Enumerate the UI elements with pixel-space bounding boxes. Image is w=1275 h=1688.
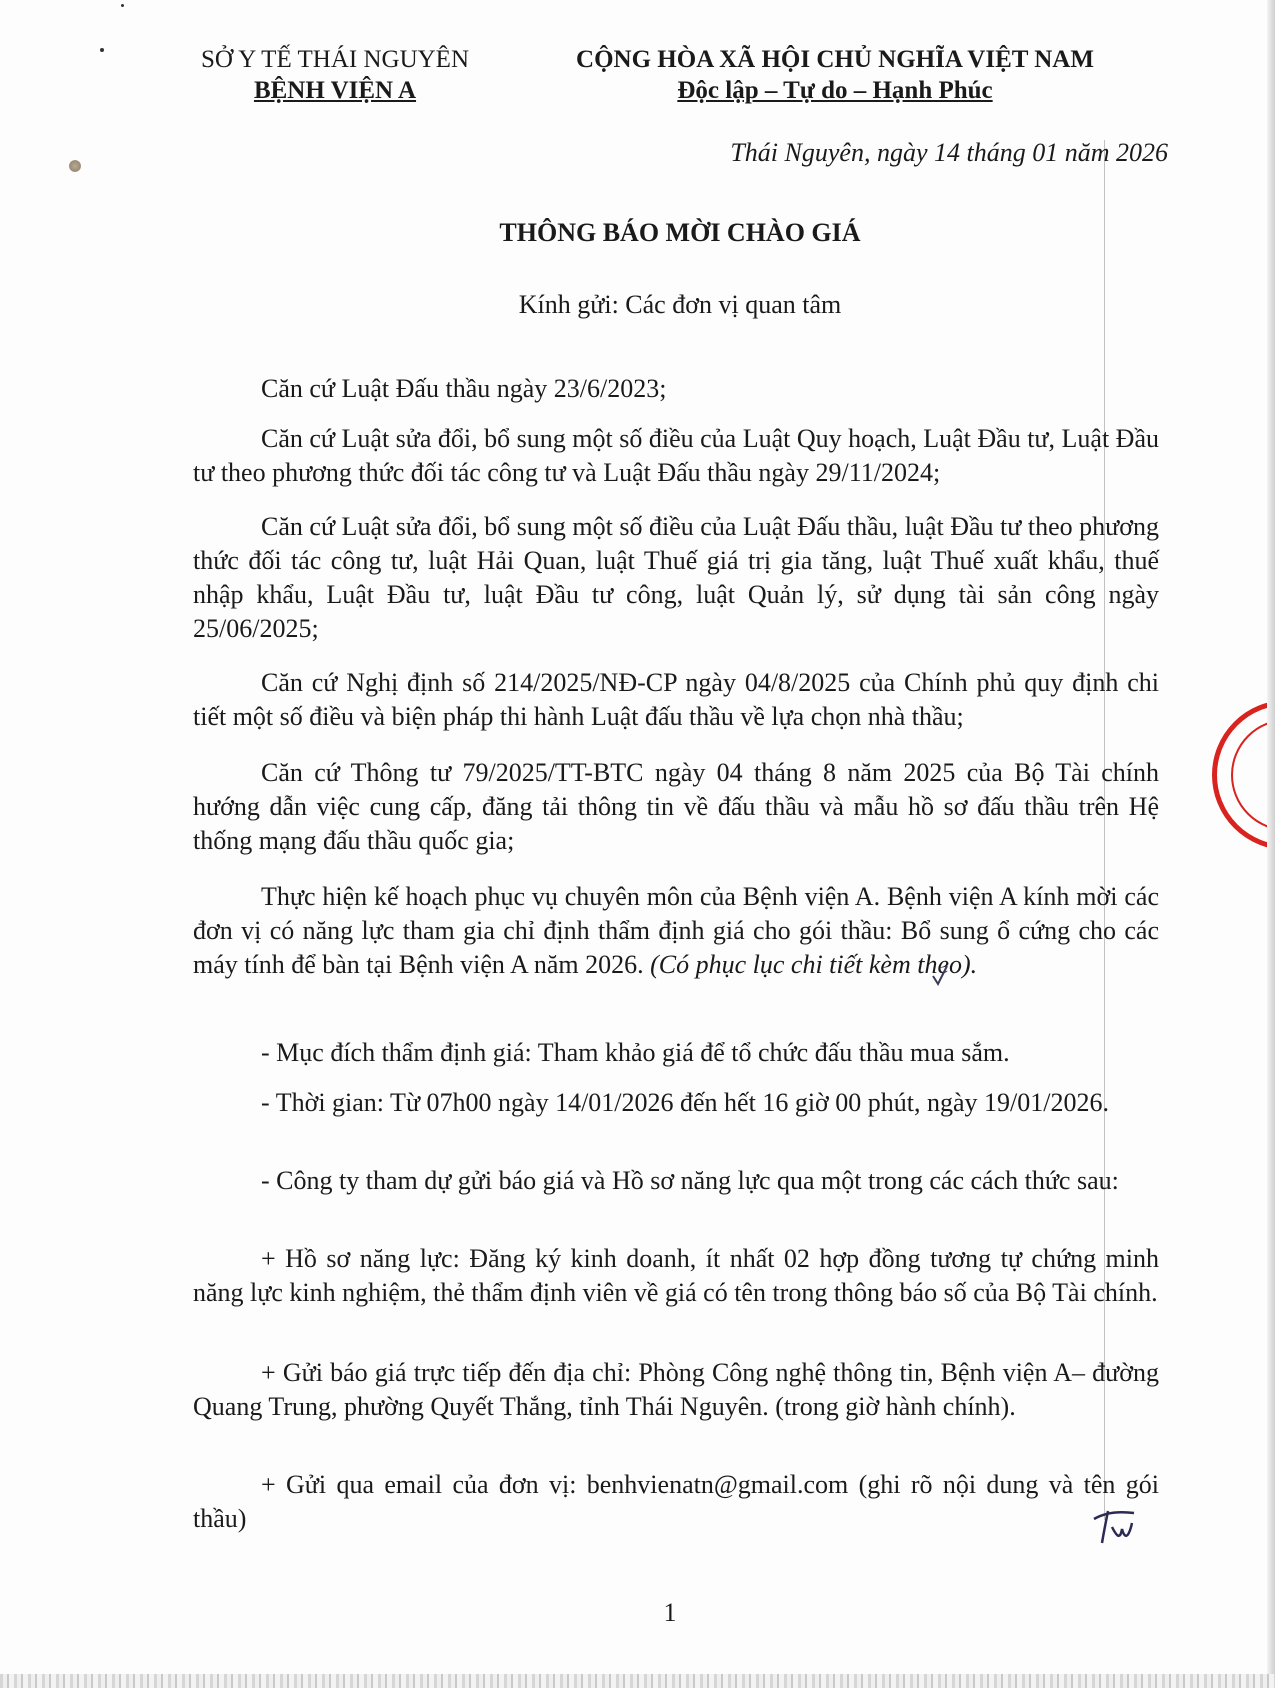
dateline: Thái Nguyên, ngày 14 tháng 01 năm 2026 <box>730 138 1168 167</box>
paragraph-text: - Thời gian: Từ 07h00 ngày 14/01/2026 đến hết 16 giờ 00 phút, ngày 19/01/2026. <box>261 1088 1110 1117</box>
scan-edge <box>1267 0 1275 1688</box>
national-title: CỘNG HÒA XÃ HỘI CHỦ NGHĨA VIỆT NAM <box>576 46 1094 73</box>
paragraph-time <box>193 1086 1159 1120</box>
paragraph-capability <box>193 1242 1159 1310</box>
paragraph-text: + Gửi qua email của đơn vị: benhvienatn@gmail.com (ghi rõ nội dung và tên gói thầu) <box>193 1470 1159 1533</box>
national-motto: Độc lập – Tự do – Hạnh Phúc <box>677 77 993 104</box>
paragraph-text: Căn cứ Luật sửa đổi, bổ sung một số điều của Luật Quy hoạch, Luật Đầu tư, Luật Đầu tư theo phương thức đối tác công tư và Luật Đấu thầu ngày 29/11/2024; <box>193 424 1159 487</box>
paragraph-text: Căn cứ Luật sửa đổi, bổ sung một số điều của Luật Đấu thầu, luật Đầu tư theo phương thức đối tác công tư, luật Hải Quan, luật Thuế giá trị gia tăng, luật Thuế xuất khẩu, thuế nhập khẩu, Luật Đầu tư, luật Đầu tư công, luật Quản lý, sử dụng tài sản công ngày 25/06/2025; <box>193 512 1159 643</box>
paragraph-text: Căn cứ Thông tư 79/2025/TT-BTC ngày 04 tháng 8 năm 2025 của Bộ Tài chính hướng dẫn việc cung cấp, đăng tải thông tin về đấu thầu và mẫu hồ sơ đấu thầu trên Hệ thống mạng đấu thầu quốc gia; <box>193 758 1159 855</box>
paragraph-purpose <box>193 1036 1159 1070</box>
paragraph-submission <box>193 1164 1159 1198</box>
appendix-note: (Có phục lục chi tiết kèm theo). <box>650 950 978 979</box>
paragraph-text: Căn cứ Luật Đấu thầu ngày 23/6/2023; <box>261 374 667 403</box>
document-title: THÔNG BÁO MỜI CHÀO GIÁ <box>499 218 861 247</box>
paragraph-text: + Gửi báo giá trực tiếp đến địa chỉ: Phòng Công nghệ thông tin, Bệnh viện A– đường Quang Trung, phường Quyết Thắng, tỉnh Thái Nguyên. (trong giờ hành chính). <box>193 1358 1159 1421</box>
paragraph-text: Căn cứ Nghị định số 214/2025/NĐ-CP ngày 04/8/2025 của Chính phủ quy định chi tiết một số điều và biện pháp thi hành Luật đấu thầu về lựa chọn nhà thầu; <box>193 668 1159 731</box>
scan-edge <box>0 1674 1275 1688</box>
paragraph-invitation <box>193 880 1159 982</box>
check-mark <box>930 964 950 988</box>
paragraph-text: + Hồ sơ năng lực: Đăng ký kinh doanh, ít nhất 02 hợp đồng tương tự chứng minh năng lực kinh nghiệm, thẻ thẩm định viên về giá có tên trong thông báo số của Bộ Tài chính. <box>193 1244 1159 1307</box>
page-number: 1 <box>663 1598 677 1627</box>
red-seal-stamp <box>1212 700 1275 850</box>
handwritten-initials <box>1090 1505 1140 1549</box>
recipient-line: Kính gửi: Các đơn vị quan tâm <box>518 290 842 319</box>
paragraph-basis-4 <box>193 666 1159 734</box>
paragraph-basis-3 <box>193 510 1159 646</box>
paragraph-basis-5 <box>193 756 1159 858</box>
paragraph-text: - Công ty tham dự gửi báo giá và Hồ sơ năng lực qua một trong các cách thức sau: <box>261 1166 1119 1195</box>
paragraph-basis-1 <box>193 372 1159 406</box>
paragraph-email <box>193 1468 1159 1536</box>
national-header <box>535 44 1135 106</box>
paragraph-text: - Mục đích thẩm định giá: Tham khảo giá để tổ chức đấu thầu mua sắm. <box>261 1038 1010 1067</box>
issuer-header <box>180 44 490 106</box>
scan-speck <box>121 4 124 7</box>
invitation-text: Thực hiện kế hoạch phục vụ chuyên môn của Bệnh viện A. Bệnh viện A kính mời các đơn vị có năng lực tham gia chỉ định thẩm định giá cho gói thầu: Bổ sung ổ cứng cho các máy tính để bàn tại Bệnh viện A năm 2026. <box>193 882 1159 979</box>
issuer-hospital: BỆNH VIỆN A <box>253 77 417 104</box>
scan-speck <box>100 48 104 52</box>
paragraph-address <box>193 1356 1159 1424</box>
issuer-department: SỞ Y TẾ THÁI NGUYÊN <box>200 46 470 73</box>
paragraph-text <box>193 880 1159 982</box>
punch-hole <box>69 160 81 172</box>
paragraph-basis-2 <box>193 422 1159 490</box>
